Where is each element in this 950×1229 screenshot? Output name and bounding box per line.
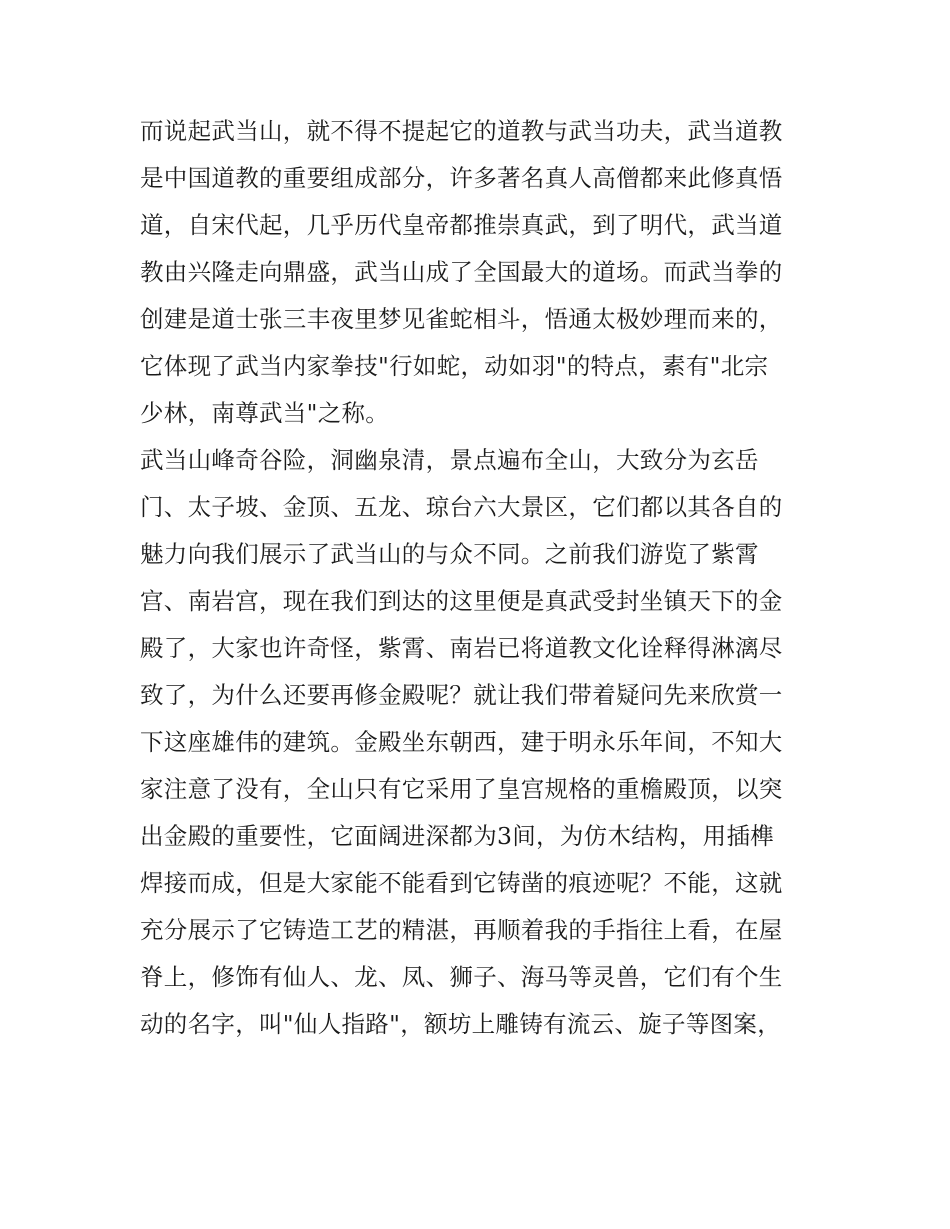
text-line: 致了，为什么还要再修金殿呢？就让我们带着疑问先来欣赏一 bbox=[140, 681, 783, 709]
text-line: 创建是道士张三丰夜里梦见雀蛇相斗，悟通太极妙理而来的， bbox=[140, 305, 783, 333]
text-line: 门、太子坡、金顶、五龙、琼台六大景区，它们都以其各自的 bbox=[140, 493, 783, 521]
text-line: 它体现了武当内家拳技"行如蛇，动如羽"的特点，素有"北宗 bbox=[140, 352, 769, 380]
text-line: 魅力向我们展示了武当山的与众不同。之前我们游览了紫霄 bbox=[140, 540, 759, 568]
text-line: 脊上，修饰有仙人、龙、凤、狮子、海马等灵兽，它们有个生 bbox=[140, 963, 783, 991]
text-line: 焊接而成，但是大家能不能看到它铸凿的痕迹呢？不能，这就 bbox=[140, 869, 783, 897]
text-line: 道，自宋代起，几乎历代皇帝都推崇真武，到了明代，武当道 bbox=[140, 211, 783, 239]
text-line: 殿了，大家也许奇怪，紫霄、南岩已将道教文化诠释得淋漓尽 bbox=[140, 634, 783, 662]
text-line: 而说起武当山，就不得不提起它的道教与武当功夫，武当道教 bbox=[140, 117, 783, 145]
text-line: 下这座雄伟的建筑。金殿坐东朝西，建于明永乐年间，不知大 bbox=[140, 728, 783, 756]
text-line: 是中国道教的重要组成部分，许多著名真人高僧都来此修真悟 bbox=[140, 164, 783, 192]
text-line: 武当山峰奇谷险，洞幽泉清，景点遍布全山，大致分为玄岳 bbox=[140, 446, 759, 474]
text-line: 教由兴隆走向鼎盛，武当山成了全国最大的道场。而武当拳的 bbox=[140, 258, 783, 286]
text-line: 宫、南岩宫，现在我们到达的这里便是真武受封坐镇天下的金 bbox=[140, 587, 783, 615]
body-text bbox=[140, 108, 820, 1048]
text-line: 出金殿的重要性，它面阔进深都为3间，为仿木结构，用插榫 bbox=[140, 822, 775, 850]
text-line: 动的名字，叫"仙人指路"，额坊上雕铸有流云、旋子等图案， bbox=[140, 1010, 782, 1038]
text-line: 充分展示了它铸造工艺的精湛，再顺着我的手指往上看，在屋 bbox=[140, 916, 783, 944]
text-line: 少林，南尊武当"之称。 bbox=[140, 399, 390, 427]
text-line: 家注意了没有，全山只有它采用了皇宫规格的重檐殿顶，以突 bbox=[140, 775, 783, 803]
